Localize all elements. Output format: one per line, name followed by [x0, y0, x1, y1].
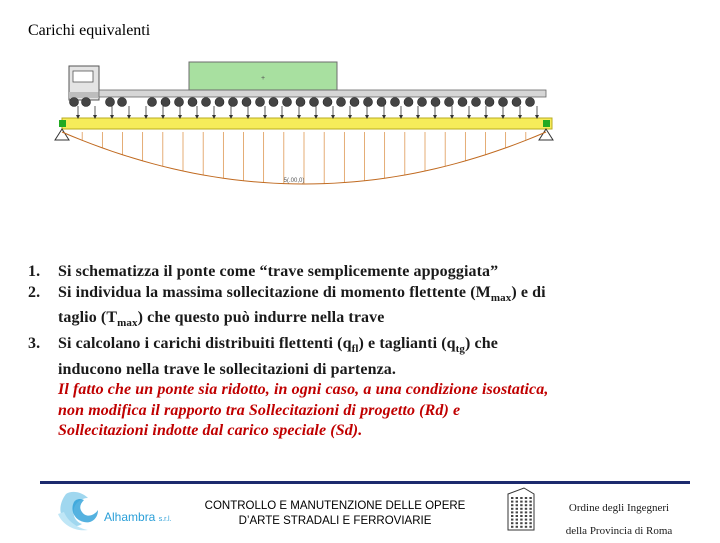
wheel	[418, 98, 427, 107]
svg-text:+: +	[260, 75, 266, 82]
load-arrow	[93, 106, 97, 119]
wheel	[215, 98, 224, 107]
load-arrow	[280, 106, 284, 119]
truck-cab	[69, 66, 99, 100]
wheel	[229, 98, 238, 107]
load-arrow	[178, 106, 182, 119]
load-arrow	[433, 106, 437, 119]
wheel	[323, 98, 332, 107]
wheel	[499, 98, 508, 107]
load-arrow	[161, 106, 165, 119]
wheel	[82, 98, 91, 107]
wheel	[350, 98, 359, 107]
wheel	[70, 98, 79, 107]
load-arrow	[501, 106, 505, 119]
footer-right-line: Ordine degli Ingegneri	[568, 502, 670, 514]
wheel	[391, 98, 400, 107]
note-line: Il fatto che un ponte sia ridotto, in ogni caso, a una condizione isostatica,	[58, 381, 549, 399]
load-arrow	[365, 106, 369, 119]
load-arrow	[450, 106, 454, 119]
wheel	[296, 98, 305, 107]
wheel	[512, 98, 521, 107]
wheel	[404, 98, 413, 107]
load-arrow	[416, 106, 420, 119]
wheel	[269, 98, 278, 107]
footer-center-line: D’ARTE STRADALI E FERROVIARIE	[238, 515, 432, 527]
load-arrow	[110, 106, 114, 119]
list-number: 3.	[28, 334, 41, 352]
moment-diagram	[62, 132, 546, 184]
axle-wheels	[70, 98, 535, 107]
figure-panel	[22, 14, 700, 282]
footer-center-text	[190, 499, 480, 529]
load-arrows	[76, 106, 539, 119]
bridge-diagram	[22, 14, 700, 282]
load-arrow	[76, 106, 80, 119]
wheel	[242, 98, 251, 107]
list-item-1	[28, 262, 700, 283]
list-number: 1.	[28, 263, 41, 280]
wheel	[485, 98, 494, 107]
load-arrow	[263, 106, 267, 119]
note-line: Sollecitazioni indotte dal carico speciale (Sd).	[58, 422, 363, 440]
load-arrow	[212, 106, 216, 119]
wheel	[364, 98, 373, 107]
list-number: 2.	[28, 283, 41, 301]
wheel	[431, 98, 440, 107]
load-arrow	[144, 106, 148, 119]
footer-right-line: della Provincia di Roma	[565, 525, 673, 537]
logo-text: Alhambra s.r.l.	[104, 510, 172, 524]
trailer-deck	[99, 90, 546, 97]
list-item-3	[28, 334, 700, 380]
wheel	[256, 98, 265, 107]
wheel	[458, 98, 467, 107]
figure-title: Carichi equivalenti	[28, 22, 151, 39]
load-arrow	[195, 106, 199, 119]
wheel	[310, 98, 319, 107]
list-item-2	[28, 283, 700, 334]
note-line: non modifica il rapporto tra Sollecitazioni di progetto (Rd) e	[58, 401, 461, 419]
wheel	[148, 98, 157, 107]
footer-center-line: CONTROLLO E MANUTENZIONE DELLE OPERE	[204, 500, 466, 512]
load-arrow	[399, 106, 403, 119]
wheel	[337, 98, 346, 107]
load-block	[189, 62, 337, 90]
wheel	[175, 98, 184, 107]
beam	[62, 118, 552, 129]
wheel	[472, 98, 481, 107]
wheel	[118, 98, 127, 107]
list-text: Si individua la massima sollecitazione di momento flettente $(M_{max})$ e di taglio $(T_{max})$ che questo può indurre nella trave	[58, 283, 546, 330]
wheel	[202, 98, 211, 107]
load-arrow	[484, 106, 488, 119]
load-arrow	[348, 106, 352, 119]
list-text: Si calcolano i carichi distribuiti flettenti $(q_{fl})$ e taglianti $(q_{tg})$ che inducono nella trave le sollecitazioni di partenza.	[58, 334, 498, 378]
explanation-list	[28, 262, 700, 442]
load-arrow	[314, 106, 318, 119]
load-arrow	[382, 106, 386, 119]
wheel	[283, 98, 292, 107]
wheel	[526, 98, 535, 107]
footer-divider	[40, 481, 690, 484]
load-arrow	[246, 106, 250, 119]
load-arrow	[467, 106, 471, 119]
load-arrow	[535, 106, 539, 119]
load-arrow	[518, 106, 522, 119]
wheel	[445, 98, 454, 107]
wheel	[106, 98, 115, 107]
footer-right-text	[552, 497, 686, 543]
wheel	[188, 98, 197, 107]
midspan-label: 5(.00,0)	[283, 178, 305, 184]
isostatic-note	[28, 380, 700, 442]
building-icon	[504, 486, 538, 532]
load-arrow	[229, 106, 233, 119]
wheel	[377, 98, 386, 107]
list-text: Si schematizza il ponte come “trave semplicemente appoggiata”	[58, 263, 499, 280]
wheel	[161, 98, 170, 107]
load-arrow	[127, 106, 131, 119]
load-arrow	[297, 106, 301, 119]
load-arrow	[331, 106, 335, 119]
